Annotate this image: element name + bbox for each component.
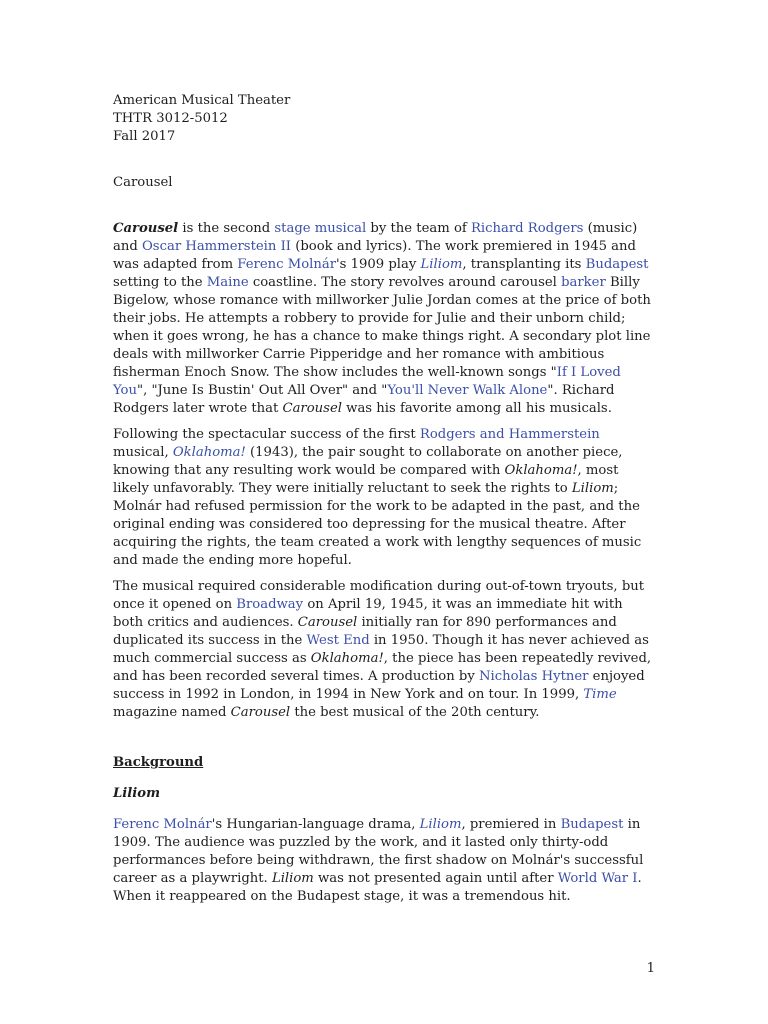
text-run: 's Hungarian-language drama, — [211, 817, 420, 832]
liliom-heading: Liliom — [113, 786, 161, 801]
italic-title: Liliom — [271, 871, 314, 886]
link-barker[interactable]: barker — [561, 275, 606, 290]
link-oscar-hammerstein[interactable]: Oscar Hammerstein II — [142, 239, 291, 254]
link-ferenc-molnar[interactable]: Ferenc Molnár — [237, 257, 337, 272]
text-run: (1943), the pair sought to collaborate on another piece, knowing that any resulting work would be compared with — [113, 445, 623, 478]
italic-title: Carousel — [282, 401, 342, 416]
text-run: Billy Bigelow, whose romance with millworker Julie Jordan comes at the price of both their jobs. He attempts a robbery to provide for Julie and their unborn child; when it goes wrong, he has a chance to make things right. A secondary plot line deals with millworker Carrie Pipperidge and her romance with ambitious fisherman Enoch Snow. The show includes the well-known songs " — [113, 275, 651, 380]
link-stage-musical[interactable]: stage musical — [274, 221, 367, 236]
paragraph-liliom — [113, 816, 656, 906]
link-time[interactable]: Time — [583, 687, 617, 702]
text-run: . When it reappeared on the Budapest stage, it was a tremendous hit. — [113, 871, 642, 904]
link-if-i-loved-you[interactable]: If I Loved You — [113, 365, 621, 398]
text-run: , transplanting its — [462, 257, 586, 272]
link-budapest[interactable]: Budapest — [560, 817, 624, 832]
italic-title: Carousel — [113, 221, 179, 236]
text-run: ", "June Is Bustin' Out All Over" and " — [137, 383, 388, 398]
paragraph-intro — [113, 220, 656, 418]
text-run: in 1950. Though it has never achieved as much commercial success as — [113, 633, 649, 666]
text-run: was not presented again until after — [313, 871, 558, 886]
background-heading: Background — [113, 755, 204, 770]
text-run: setting to the — [113, 275, 207, 290]
text-run: enjoyed success in 1992 in London, in 1994 in New York and on tour. In 1999, — [113, 669, 645, 702]
text-run: musical, — [113, 445, 173, 460]
link-oklahoma[interactable]: Oklahoma! — [172, 445, 246, 460]
link-youll-never-walk-alone[interactable]: You'll Never Walk Alone — [387, 383, 548, 398]
italic-title: Oklahoma! — [310, 651, 384, 666]
link-nicholas-hytner[interactable]: Nicholas Hytner — [479, 669, 589, 684]
link-broadway[interactable]: Broadway — [236, 597, 304, 612]
text-run: (book and lyrics). The work premiered in 1945 and was adapted from — [113, 239, 636, 272]
text-run: magazine named — [113, 705, 231, 720]
text-run: by the team of — [366, 221, 471, 236]
italic-title: Carousel — [230, 705, 291, 720]
text-run: initially ran for 890 performances and duplicated its success in the — [113, 615, 617, 648]
text-run: Following the spectacular success of the first — [113, 427, 420, 442]
link-richard-rodgers[interactable]: Richard Rodgers — [470, 221, 584, 236]
text-run: , premiered in — [461, 817, 561, 832]
page-number: 1 — [646, 961, 655, 976]
italic-title: Liliom — [571, 481, 614, 496]
text-run: , the piece has been repeatedly revived, and has been recorded several times. A production by — [113, 651, 652, 684]
text-run: ". Richard Rodgers later wrote that — [113, 383, 615, 416]
italic-title: Carousel — [297, 615, 358, 630]
text-run: the best musical of the 20th century. — [290, 705, 540, 720]
text-run: 's 1909 play — [336, 257, 421, 272]
link-rodgers-and-hammerstein[interactable]: Rodgers and Hammerstein — [419, 427, 600, 442]
text-run: was his favorite among all his musicals. — [341, 401, 612, 416]
course-code: THTR 3012-5012 — [113, 111, 228, 126]
section-title: Carousel — [113, 175, 173, 190]
text-run: is the second — [178, 221, 275, 236]
text-run: on April 19, 1945, it was an immediate hit with both critics and audiences. — [113, 597, 623, 630]
link-west-end[interactable]: West End — [306, 633, 370, 648]
link-maine[interactable]: Maine — [206, 275, 249, 290]
link-liliom[interactable]: Liliom — [419, 817, 462, 832]
paragraph-development — [113, 426, 656, 570]
link-world-war-i[interactable]: World War I — [557, 871, 638, 886]
text-run: ; Molnár had refused permission for the work to be adapted in the past, and the original ending was considered too depressing for the musical theatre. After acquiring the rights, the team created a work with lengthy sequences of music and made the ending more hopeful. — [113, 481, 642, 568]
link-ferenc-molnar[interactable]: Ferenc Molnár — [113, 817, 212, 832]
text-run: , most likely unfavorably. They were initially reluctant to seek the rights to — [113, 463, 619, 496]
text-run: (music) and — [113, 221, 638, 254]
text-run: in 1909. The audience was puzzled by the work, and it lasted only thirty-odd performances before being withdrawn, the first shadow on Molnár's successful career as a playwright. — [113, 817, 644, 886]
course-term: Fall 2017 — [113, 129, 176, 144]
link-liliom[interactable]: Liliom — [420, 257, 463, 272]
paragraph-reception — [113, 578, 656, 722]
italic-title: Oklahoma! — [504, 463, 578, 478]
text-run: The musical required considerable modification during out-of-town tryouts, but once it opened on — [113, 579, 645, 612]
link-budapest[interactable]: Budapest — [585, 257, 649, 272]
course-title: American Musical Theater — [113, 93, 291, 108]
text-run: coastline. The story revolves around carousel — [248, 275, 562, 290]
